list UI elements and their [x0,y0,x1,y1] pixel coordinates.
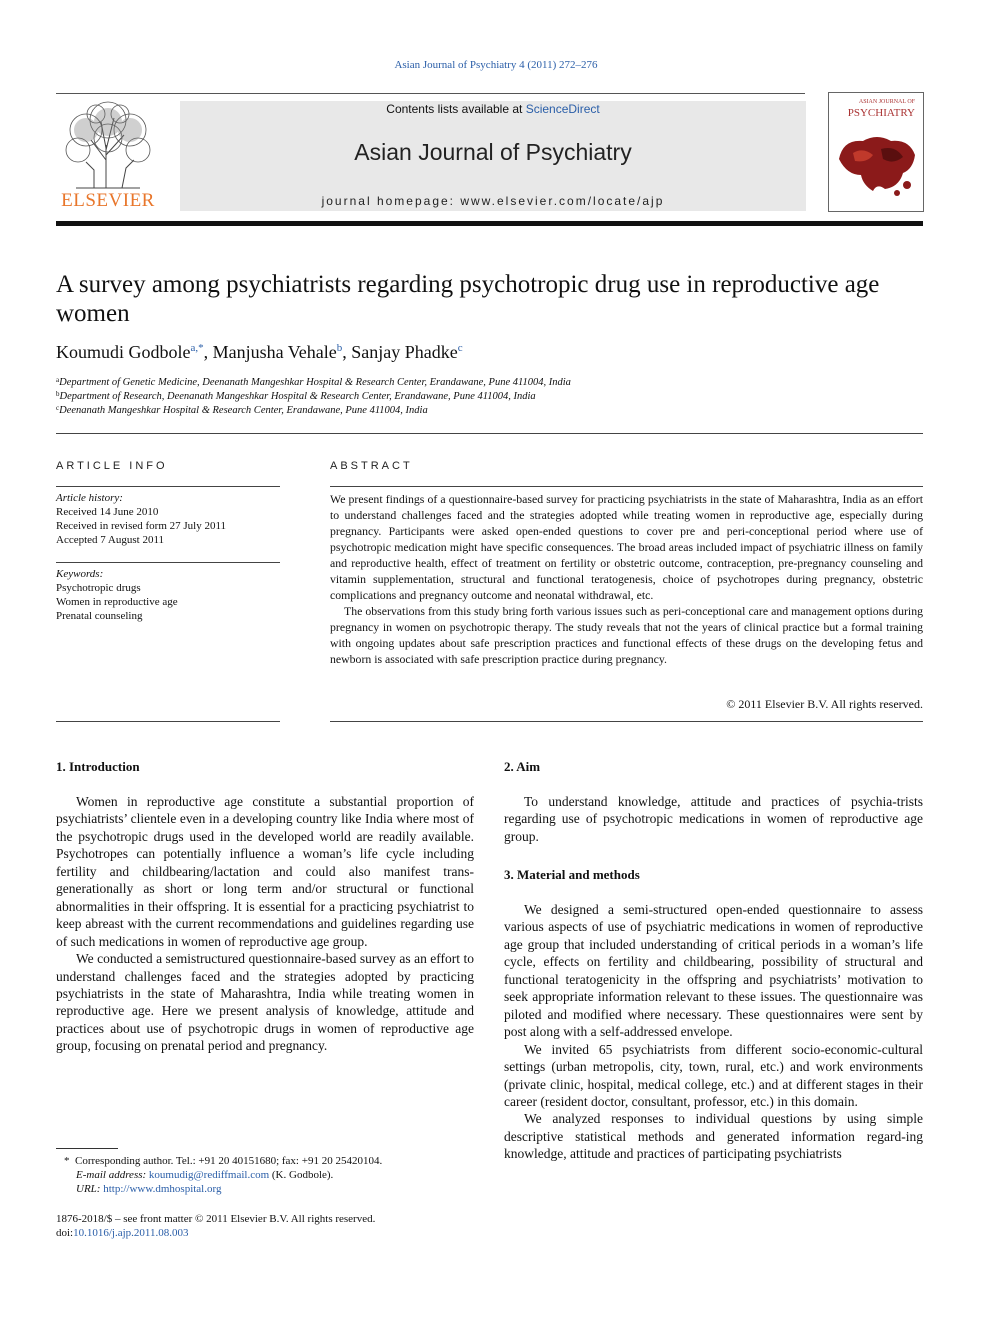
affiliation-text: Department of Research, Deenanath Mangeshkar Hospital & Research Center, Erandawane, Pune 411004, India [59,391,536,402]
url-footnote [56,1182,476,1196]
header-rule [56,93,805,94]
history-accepted: Accepted 7 August 2011 [56,534,165,546]
body-paragraph: To understand knowledge, attitude and practices of psychia-trists regarding use of psychotropic medications in women of reproductive age group. [504,794,923,844]
cover-title: PSYCHIATRY [847,107,915,119]
affiliation [56,390,923,402]
abstract-body [330,491,923,667]
section-heading-introduction: 1. Introduction [56,759,140,774]
footnote-rule [56,1148,118,1149]
keywords-label: Keywords: [56,568,104,580]
article-info-rule [56,486,280,487]
email-suffix: (K. Godbole). [271,1169,334,1181]
email-link[interactable]: koumudig@rediffmail.com [148,1169,270,1181]
article-title: A survey among psychiatrists regarding psychotropic drug use in reproductive age women [56,271,880,327]
affiliation-mark: c [56,404,60,412]
email-footnote [56,1168,476,1182]
abstract-bottom-rule [330,721,923,722]
section-heading-aim: 2. Aim [504,759,541,774]
body-paragraph: We analyzed responses to individual questions by using simple descriptive statistical methods and generated information regard-ing knowledge, attitude and practices of participating psychiatrists [504,1111,923,1162]
elsevier-wordmark: ELSEVIER [61,190,155,211]
body-paragraph: Women in reproductive age constitute a substantial proportion of psychiatrists’ clientele even in a developing country like India where most of the psychotropic drugs used in the developed world are readily available. Psychotropes can potentially influence a woman’s life cycle including fertility and childbearing/lactation and could also manifest trans-generationally as short or long term and/or structural or functional abnormalities in their offspring. It is essential for a practicing psychiatrist to keep abreast with the current recommendations and guidelines regarding use of such medications in women of reproductive age group. [56,794,474,949]
section-heading-methods: 3. Material and methods [504,867,640,882]
author-affiliation-mark[interactable]: b [336,342,343,354]
running-header[interactable]: Asian Journal of Psychiatry 4 (2011) 272–276 [394,59,598,71]
history-received: Received 14 June 2010 [56,506,159,518]
author-name[interactable]: Koumudi Godbole [56,342,191,362]
contents-prefix: Contents lists available at [386,102,526,116]
keyword: Prenatal counseling [56,610,143,622]
url-label: URL: [76,1183,101,1195]
footnotes [56,1154,476,1196]
affiliation-mark: b [56,390,60,398]
aim-body [504,793,923,845]
introduction-body [56,793,474,1055]
contents-line [180,102,806,116]
issn-block [56,1212,476,1240]
tree-icon [56,100,160,190]
doi-line [56,1226,476,1240]
author-list: Koumudi Godbole$^{a,*}$, Manjusha Vehale$^b$, Sanjay Phadke$^c$ [56,342,463,362]
keyword: Women in reproductive age [56,596,178,608]
affiliation-mark: a [56,376,60,384]
abstract-copyright: © 2011 Elsevier B.V. All rights reserved. [726,697,923,711]
elsevier-logo[interactable] [56,100,160,212]
corresponding-text: Corresponding author. Tel.: +91 20 40151680; fax: +91 20 25420104. [75,1155,383,1167]
journal-cover[interactable] [828,92,924,212]
body-paragraph: We designed a semi-structured open-ended questionnaire to assess various aspects of use of psychiatric medications in women of reproductive age group that included understanding of critical periods in a woman’s life cycle, effects on fertility and childbearing, possibility of structural and functional teratogenicity in the offspring and psychiatrists’ motivation to seek appropriate information relevant to these issues. The questionnaire was piloted and modified where necessary. These questionnaires were sent by post along with a self-addressed envelope. [504,902,923,1040]
affiliation-rule [56,433,923,434]
corresponding-footnote: * Corresponding author. Tel.: +91 20 40151680; fax: +91 20 25420104. [64,1155,383,1167]
keyword: Psychotropic drugs [56,582,141,594]
abstract-heading: ABSTRACT [330,460,413,472]
article-info-heading: ARTICLE INFO [56,460,168,472]
history-label: Article history: [56,492,123,504]
abstract-paragraph: The observations from this study bring forth various issues such as peri-conceptional care and management options during pregnancy in women on psychotropic therapy. The study reveals that not the years of clinical practice but a formal training with ongoing updates about safe prescription practices and functional effects of these drugs on the developing fetus and newborn is associated with safe prescription practice during pregnancy. [330,604,923,666]
cover-subtitle: ASIAN JOURNAL OF [858,99,915,105]
article-info-bottom-rule [56,721,280,722]
affiliation-text: Department of Genetic Medicine, Deenanath Mangeshkar Hospital & Research Center, Erandawane, Pune 411004, India [59,377,571,388]
body-paragraph: We conducted a semistructured questionnaire-based survey as an effort to understand challenges faced and the strategies adopted by practicing psychiatrists in the state of Maharashtra, India while treating women in reproductive age. Here we present analysis of knowledge, attitude and practices about use of psychotropic drugs in women of reproductive age group, focusing on prenatal period and pregnancy. [56,951,474,1054]
article-history [56,491,280,547]
abstract-rule [330,486,923,487]
keywords [56,567,280,623]
journal-title: Asian Journal of Psychiatry [354,139,632,165]
body-paragraph: We invited 65 psychiatrists from different socio-economic-cultural settings (urban metropolis, city, town, rural, etc.) and work environments (private clinic, hospital, medical college, etc.) and at different stages in their career (resident doctor, consultant, professor, etc.) in this domain. [504,1041,923,1109]
doi-prefix: doi: [56,1227,74,1239]
sciencedirect-link[interactable]: ScienceDirect [525,102,600,116]
affiliation-text: Deenanath Mangeshkar Hospital & Research Center, Erandawane, Pune 411004, India [59,405,428,416]
author-affiliation-mark[interactable]: c [457,342,463,354]
masthead-rule [56,221,923,226]
author-affiliation-mark[interactable]: a,* [190,342,204,354]
history-revised: Received in revised form 27 July 2011 [56,520,227,532]
doi-link[interactable]: 10.1016/j.ajp.2011.08.003 [73,1227,189,1239]
methods-body [504,901,923,1163]
affiliation [56,404,923,416]
email-label: E-mail address: [76,1169,147,1181]
url-link[interactable]: http://www.dmhospital.org [103,1183,222,1195]
author-name[interactable]: Sanjay Phadke [351,342,458,362]
affiliation [56,376,923,388]
journal-homepage[interactable]: journal homepage: www.elsevier.com/locate/ajp [321,194,665,208]
issn-line: 1876-2018/$ – see front matter © 2011 Elsevier B.V. All rights reserved. [56,1213,376,1225]
author-name[interactable]: Manjusha Vehale [212,342,337,362]
asia-map-icon [833,129,919,199]
abstract-paragraph: We present findings of a questionnaire-based survey for practicing psychiatrists in the state of Maharashtra, India as an effort to understand challenges faced and the strategies adopted while treating women in reproductive age, especially during pregnancy. Participants were asked open-ended questions to cover pre and peri-conceptional period where use of psychotropic medication might have specific consequences. The broad areas included impact of psychiatric illness on family and reproductive health, effect of treatment on fertility or obstetric outcome, contraception, pre-pregnancy counseling and vitamin supplementation, structural and functional teratogenesis, choice of psychotropes during pregnancy, obstetric complications and pregnancy outcome and neonatal withdrawal, etc. [330,492,923,602]
keywords-rule [56,562,280,563]
